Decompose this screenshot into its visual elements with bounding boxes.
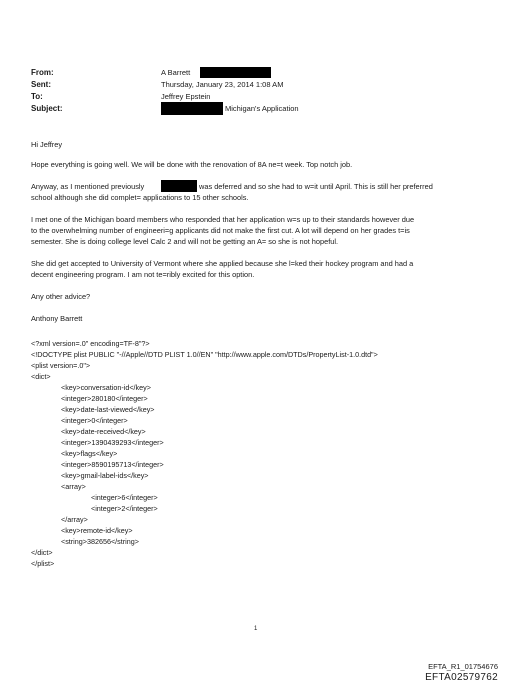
paragraph-2-end: school although she did complet= applications to 15 other schools. bbox=[31, 193, 249, 202]
xml-line: <key>date-last-viewed</key> bbox=[61, 405, 155, 414]
xml-line: </array> bbox=[61, 515, 88, 524]
subject-value: Michigan's Application bbox=[225, 104, 299, 113]
paragraph-1: Hope everything is going well. We will be done with the renovation of 8A ne=t week. Top notch job. bbox=[31, 160, 353, 169]
sent-value: Thursday, January 23, 2014 1:08 AM bbox=[161, 80, 284, 89]
redaction-box bbox=[161, 102, 223, 115]
paragraph-2-start: Anyway, as I mentioned previously bbox=[31, 182, 145, 191]
xml-line: <key>remote-id</key> bbox=[61, 526, 133, 535]
paragraph-4-line-2: decent engineering program. I am not te=ribly excited for this option. bbox=[31, 270, 255, 279]
xml-line: <key>gmail-label-ids</key> bbox=[61, 471, 149, 480]
signature: Anthony Barrett bbox=[31, 314, 83, 323]
xml-line: <key>flags</key> bbox=[61, 449, 118, 458]
to-value: Jeffrey Epstein bbox=[161, 92, 211, 101]
footer-id-1: EFTA_R1_01754676 bbox=[428, 662, 498, 671]
xml-line: <integer>280180</integer> bbox=[61, 394, 148, 403]
paragraph-5: Any other advice? bbox=[31, 292, 91, 301]
sent-label: Sent: bbox=[31, 80, 51, 89]
from-value: A Barrett bbox=[161, 68, 191, 77]
xml-line: <integer>1390439293</integer> bbox=[61, 438, 164, 447]
xml-line: <?xml version=.0" encoding=TF-8"?> bbox=[31, 339, 150, 348]
xml-line: <key>conversation-id</key> bbox=[61, 383, 151, 392]
xml-line: <integer>8590195713</integer> bbox=[61, 460, 164, 469]
xml-line: </dict> bbox=[31, 548, 53, 557]
to-label: To: bbox=[31, 92, 43, 101]
paragraph-3-line-3: semester. She is doing college level Calc 2 and will not be getting an A= so she is not hopeful. bbox=[31, 237, 339, 246]
paragraph-3-line-1: I met one of the Michigan board members who responded that her application w=s up to their standards however due bbox=[31, 215, 415, 224]
page-number: 1 bbox=[254, 626, 258, 632]
greeting: Hi Jeffrey bbox=[31, 140, 63, 149]
xml-line: <key>date-received</key> bbox=[61, 427, 146, 436]
xml-line: <string>382656</string> bbox=[61, 537, 139, 546]
xml-line: <dict> bbox=[31, 372, 51, 381]
xml-line: <integer>2</integer> bbox=[91, 504, 158, 513]
subject-label: Subject: bbox=[31, 104, 63, 113]
xml-line: <!DOCTYPE plist PUBLIC "-//Apple//DTD PLIST 1.0//EN" "http://www.apple.com/DTDs/PropertyList-1.0.dtd"> bbox=[31, 350, 378, 359]
xml-line: <integer>0</integer> bbox=[61, 416, 128, 425]
xml-line: <integer>6</integer> bbox=[91, 493, 158, 502]
xml-line: </plist> bbox=[31, 559, 55, 568]
paragraph-4-line-1: She did get accepted to University of Vermont where she applied because she l=ked their hockey program and had a bbox=[31, 259, 414, 268]
redaction-box bbox=[161, 180, 197, 192]
paragraph-3-line-2: to the overwhelming number of engineeri=g applicants did not make the first cut. A lot will depend on her grades t=is bbox=[31, 226, 410, 235]
xml-line: <plist version=.0"> bbox=[31, 361, 91, 370]
from-label: From: bbox=[31, 68, 54, 77]
footer-id-2: EFTA02579762 bbox=[425, 672, 498, 683]
redaction-box bbox=[200, 67, 271, 78]
xml-line: <array> bbox=[61, 482, 86, 491]
paragraph-2-cont: was deferred and so she had to w=it until April. This is still her preferred bbox=[199, 182, 433, 191]
